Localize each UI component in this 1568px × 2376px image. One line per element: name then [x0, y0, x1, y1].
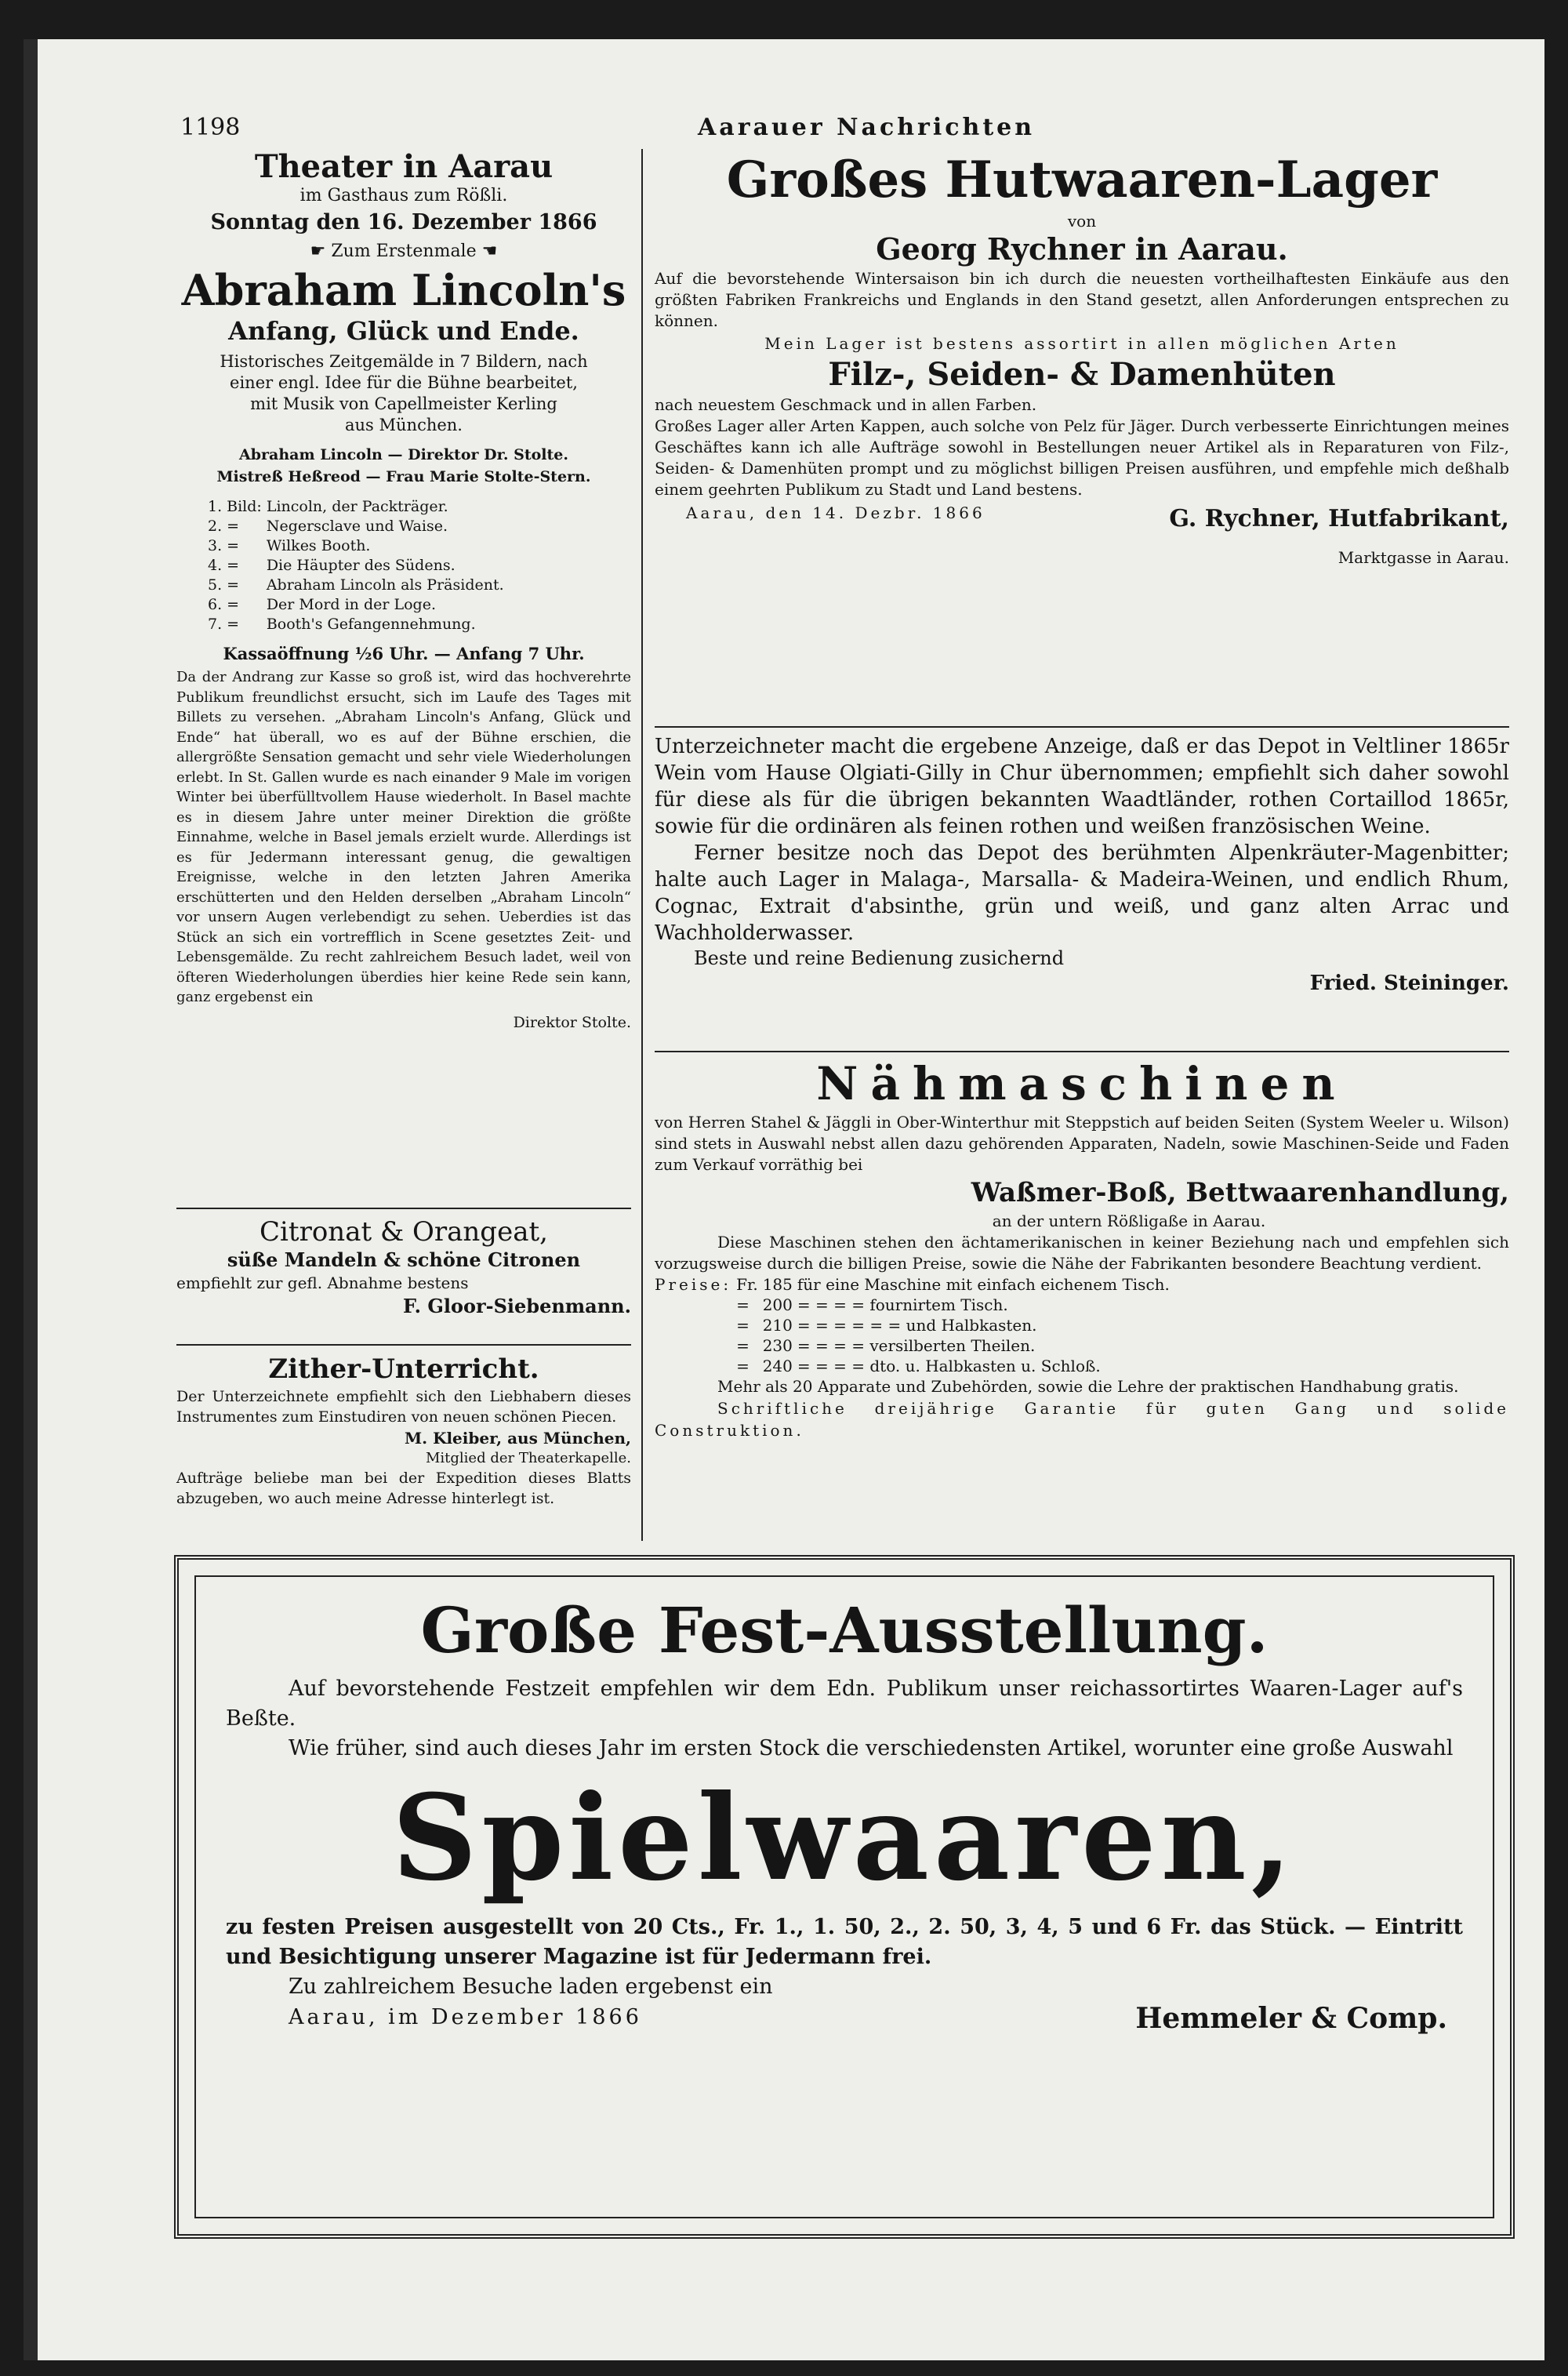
- hutwaaren-body2: Mein Lager ist bestens assortirt in allen möglichen Arten: [764, 334, 1399, 353]
- naehmaschinen-body4: Schriftliche dreijährige Garantie für guten Gang und solide Construktion.: [655, 1399, 1509, 1440]
- zither-body: Der Unterzeichnete empfiehlt sich den Liebhabern dieses Instrumentes zum Einstudiren von neuen schönen Piecen.: [176, 1388, 631, 1426]
- theater-venue: im Gasthaus zum Rößli.: [299, 186, 508, 205]
- newspaper-page: [24, 39, 1544, 2360]
- hutwaaren-body1: Auf die bevorstehende Wintersaison bin ich durch die neuesten vortheilhaftesten Einkäufe aus den größten Fabriken Frankreichs und Englands in den Stand gesetzt, allen Anforderungen entsprechen zu können.: [655, 269, 1509, 330]
- theater-times: Kassaöffnung ½6 Uhr. — Anfang 7 Uhr.: [223, 644, 585, 663]
- page-number: 1198: [180, 114, 241, 141]
- price-row: = 210 = = = = = = und Halbkasten.: [736, 1316, 1037, 1335]
- theater-signature: Direktor Stolte.: [513, 1013, 631, 1031]
- zither-title: Zither-Unterricht.: [268, 1353, 539, 1385]
- hutwaaren-title: Großes Hutwaaren-Lager: [726, 151, 1438, 209]
- citronat-ad: [176, 1215, 631, 1319]
- fest-ausstellung-frame: [174, 1555, 1515, 2239]
- scene-list: [208, 497, 509, 634]
- veltliner-body2: Ferner besitze noch das Depot des berühmten Alpenkräuter-Magenbitter; halte auch Lager in Malaga-, Marsalla- & Madeira-Weinen, und endlich Rhum, Cognac, Extrait d'absinthe, grün und weiß, und ganz alten Arrac und Wachholderwasser.: [655, 841, 1509, 945]
- hutwaaren-body4: Großes Lager aller Arten Kappen, auch solche von Pelz für Jäger. Durch verbesserte Einrichtungen meines Geschäftes kann ich alle Aufträge sowohl in Bestellungen neuer Artikel als in Reparaturen von Filz-, Seiden- & Damenhüten prompt und zu möglichst billigen Preisen ausführen, und empfehle mich deßhalb einem geehrten Publikum zu Stadt und Land bestens.: [655, 416, 1509, 499]
- scene-row: 4. = Die Häupter des Südens.: [208, 557, 456, 574]
- hutwaaren-body3: nach neuestem Geschmack und in allen Farben.: [655, 395, 1037, 414]
- naehmaschinen-title: Nähmaschinen: [816, 1057, 1348, 1110]
- citronat-title: Citronat & Orangeat,: [260, 1216, 548, 1248]
- fest-spielwaaren: Spielwaaren,: [392, 1769, 1297, 1907]
- paper-name: Aarauer Nachrichten: [698, 114, 1036, 141]
- fest-body4: Zu zahlreichem Besuche laden ergebenst ein: [289, 1975, 773, 1999]
- theater-ad: [176, 149, 631, 1034]
- scene-row: 3. = Wilkes Booth.: [208, 537, 371, 554]
- naehmaschinen-ad: [655, 1055, 1509, 1441]
- naehmaschinen-body: von Herren Stahel & Jäggli in Ober-Winterthur mit Steppstich auf beiden Seiten (System Weeler u. Wilson) sind stets in Auswahl nebst allen dazu gehörenden Apparaten, Nadeln, sowie Maschinen-Seide und Faden zum Verkauf vorräthig bei: [655, 1113, 1509, 1174]
- scene-row: 6. = Der Mord in der Loge.: [208, 596, 436, 613]
- hutwaaren-address: Marktgasse in Aarau.: [1338, 548, 1509, 567]
- column-separator: [641, 149, 643, 1541]
- fest-body1: Auf bevorstehende Festzeit empfehlen wir dem Edn. Publikum unser reichassortirtes Waaren-Lager auf's Beßte.: [226, 1677, 1463, 1731]
- price-row: = 230 = = = = versilberten Theilen.: [736, 1336, 1036, 1355]
- play-subtitle: Anfang, Glück und Ende.: [228, 316, 579, 346]
- pointing-hand-right-icon: ☚: [481, 242, 498, 261]
- citronat-subtitle: süße Mandeln & schöne Citronen: [227, 1248, 581, 1271]
- naehmaschinen-vendor: Waßmer-Boß, Bettwaarenhandlung,: [971, 1177, 1509, 1208]
- page-binding-edge: [24, 39, 38, 2360]
- theater-body: Da der Andrang zur Kasse so groß ist, wird das hochverehrte Publikum freundlichst ersucht, sich im Laufe des Tages mit Billets zu versehen. „Abraham Lincoln's Anfang, Glück und Ende“ hat überall, wo es auf der Bühne erschien, die allergrößte Sensation gemacht und sehr viele Wiederholungen erlebt. In St. Gallen wurde es nach einander 9 Male im vorigen Winter bei überfülltvollem Hause wiederholt. In Basel machte es in diesem Jahre unter meiner Direktion die größte Einnahme, welche in Basel jemals erzielt wurde. Allerdings ist es für Jedermann interessant genug, die gewaltigen Ereignisse, welche in den letzten Jahren Amerika erschütterten und den Helden derselben „Abraham Lincoln“ vor unsern Augen verlebendigt zu sehen. Ueberdies ist das Stück an sich ein vortrefflich in Scene gesetztes Zeit- und Lebensgemälde. Zu recht zahlreichem Besuch ladet, weil von öfteren Wiederholungen überdies hier keine Rede sein kann, ganz ergebenst ein: [176, 669, 631, 1005]
- first-time-label: Zum Erstenmale: [331, 242, 477, 261]
- citronat-body: empfiehlt zur gefl. Abnahme bestens: [176, 1273, 469, 1292]
- naehmaschinen-body2: Diese Maschinen stehen den ächtamerikanischen in keiner Beziehung nach und empfehlen sich vorzugsweise durch die billigen Preise, sowie die Nähe der Fabrikanten besondere Beachtung verdient.: [655, 1233, 1509, 1273]
- scene-row: 7. = Booth's Gefangennehmung.: [208, 616, 476, 633]
- scene-row: 1. Bild: Lincoln, der Packträger.: [208, 498, 448, 515]
- theater-date: Sonntag den 16. Dezember 1866: [210, 210, 597, 234]
- hutwaaren-highlight: Filz-, Seiden- & Damenhüten: [828, 356, 1336, 393]
- pointing-hand-left-icon: ☛: [310, 242, 326, 261]
- fest-body3: zu festen Preisen ausgestellt von 20 Cts., Fr. 1., 1. 50, 2., 2. 50, 3, 4, 5 und 6 Fr. das Stück. — Eintritt und Besichtigung unserer Magazine ist für Jedermann frei.: [226, 1915, 1463, 1969]
- divider: [176, 1208, 631, 1209]
- fest-title: Große Fest-Ausstellung.: [420, 1593, 1269, 1667]
- hutwaaren-place-date: Aarau, den 14. Dezbr. 1866: [686, 503, 985, 522]
- play-description: Historisches Zeitgemälde in 7 Bildern, nach einer engl. Idee für die Bühne bearbeitet, mit Musik von Capellmeister Kerling aus München.: [220, 352, 588, 434]
- fest-signature: Hemmeler & Comp.: [1135, 2002, 1447, 2035]
- price-row: Preise: Fr. 185 für eine Maschine mit einfach eichenem Tisch.: [655, 1275, 1170, 1294]
- divider: [655, 726, 1509, 728]
- fest-ausstellung-ad: [226, 1591, 1463, 2041]
- naehmaschinen-body3: Mehr als 20 Apparate und Zubehörden, sowie die Lehre der praktischen Handhabung gratis.: [717, 1377, 1459, 1396]
- theater-title: Theater in Aarau: [254, 148, 554, 185]
- hutwaaren-von: von: [1067, 212, 1097, 231]
- veltliner-signature: Fried. Steininger.: [1309, 972, 1509, 995]
- citronat-signature: F. Gloor-Siebenmann.: [403, 1295, 631, 1317]
- play-title: Abraham Lincoln's: [181, 265, 626, 315]
- naehmaschinen-vendor-address: an der untern Rößligaße in Aarau.: [992, 1212, 1266, 1230]
- price-table: [655, 1274, 1174, 1376]
- price-row: = 240 = = = = dto. u. Halbkasten u. Schloß.: [736, 1357, 1101, 1375]
- veltliner-body: Unterzeichneter macht die ergebene Anzeige, daß er das Depot in Veltliner 1865r Wein vom Hause Olgiati-Gilly in Chur übernommen; empfiehlt sich daher sowohl für diese als für die übrigen bekannten Waadtländer, rothen Cortaillod 1865r, sowie für die ordinären als feinen rothen und weißen französischen Weine.: [655, 735, 1509, 838]
- zither-signature-role: Mitglied der Theaterkapelle.: [425, 1450, 631, 1466]
- zither-footer: Aufträge beliebe man bei der Expedition dieses Blatts abzugeben, wo auch meine Adresse hinterlegt ist.: [176, 1470, 631, 1507]
- fest-place-date: Aarau, im Dezember 1866: [289, 2005, 642, 2029]
- veltliner-body3: Beste und reine Bedienung zusichernd: [694, 947, 1065, 969]
- hutwaaren-signature: G. Rychner, Hutfabrikant,: [1169, 505, 1509, 532]
- cast-list: Abraham Lincoln — Direktor Dr. Stolte. Mistreß Heßreod — Frau Marie Stolte-Stern.: [216, 446, 591, 485]
- fest-body2: Wie früher, sind auch dieses Jahr im ersten Stock die verschiedensten Artikel, worunter eine große Auswahl: [289, 1736, 1454, 1760]
- zither-signature: M. Kleiber, aus München,: [405, 1429, 631, 1448]
- scene-row: 5. = Abraham Lincoln als Präsident.: [208, 576, 504, 594]
- price-row: = 200 = = = = fournirtem Tisch.: [736, 1295, 1008, 1314]
- divider: [176, 1344, 631, 1346]
- scene-row: 2. = Negersclave und Waise.: [208, 518, 448, 535]
- hutwaaren-ad: [655, 149, 1509, 568]
- veltliner-ad: [655, 733, 1509, 997]
- hutwaaren-owner: Georg Rychner in Aarau.: [876, 231, 1288, 267]
- divider: [655, 1051, 1509, 1052]
- zither-ad: [176, 1352, 631, 1509]
